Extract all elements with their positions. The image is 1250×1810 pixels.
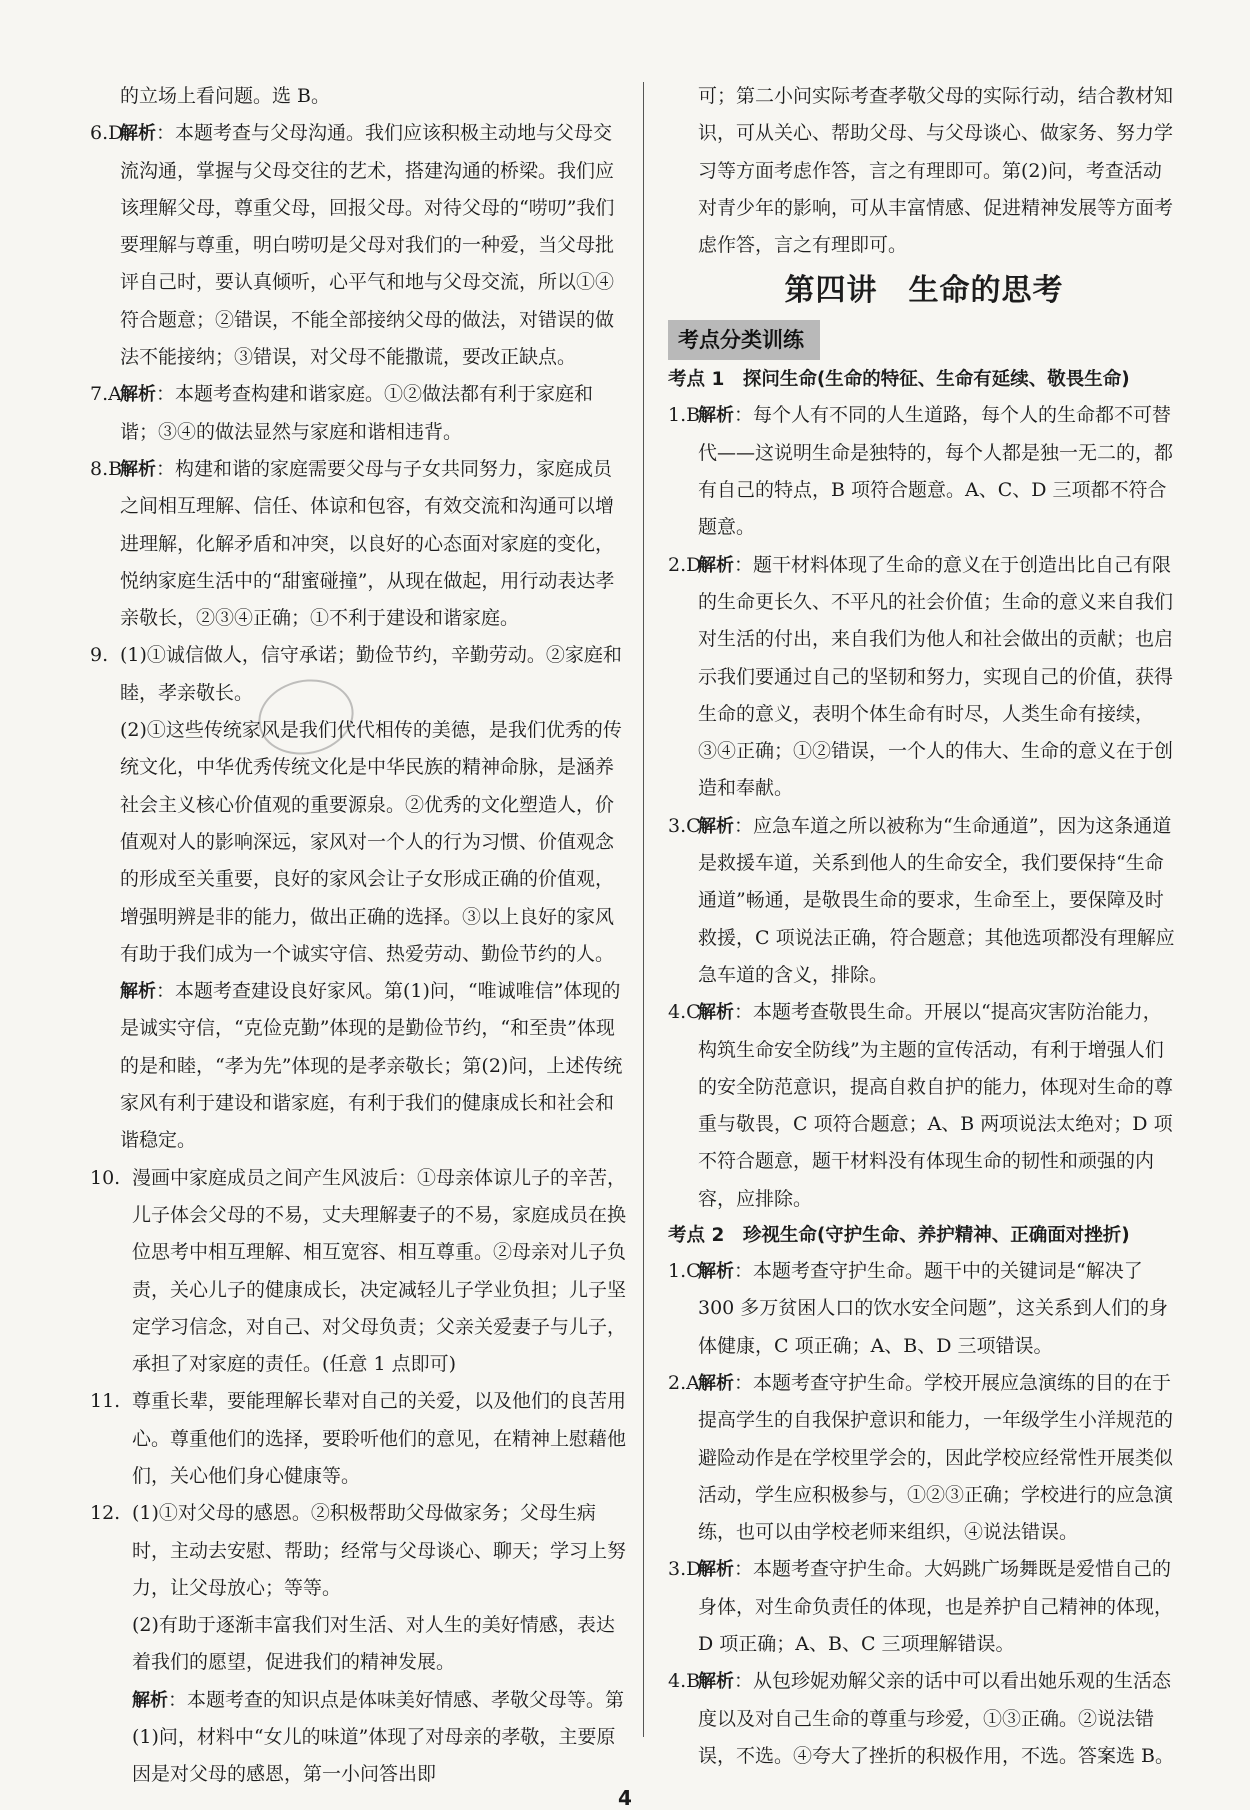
topic1-answer-2: 2.D解析：题干材料体现了生命的意义在于创造出比自己有限的生命更长久、不平凡的社会价值；生命的意义来自我们对生活的付出，来自我们为他人和社会做出的贡献；也启示我们要通过自己的坚韧和努力，实现自己的价值，获得生命的意义，表明个体生命有时尽，人类生命有接续，③④正确；①②错误，一个人的伟大、生命的意义在于创造和奉献。 <box>668 553 1174 800</box>
topic-1-heading: 考点 1 探问生命(生命的特征、生命有延续、敬畏生命) <box>668 369 1130 391</box>
column-divider <box>643 82 644 1737</box>
section-banner: 考点分类训练 <box>668 320 820 360</box>
topic-2-heading: 考点 2 珍视生命(守护生命、养护精神、正确面对挫折) <box>668 1225 1130 1247</box>
answer-6: 6.D解析：本题考查与父母沟通。我们应该积极主动地与父母交流沟通，掌握与父母交往的艺术，搭建沟通的桥梁。我们应该理解父母，尊重父母，回报父母。对待父母的“唠叨”我们要理解与尊重，明白唠叨是父母对我们的一种爱，当父母批评自己时，要认真倾听，心平气和地与父母交流，所以①④符合题意；②错误，不能全部接纳父母的做法，对错误的做法不能接纳；③错误，对父母不能撒谎，要改正缺点。 <box>90 122 615 369</box>
topic2-answer-2: 2.A解析：本题考查守护生命。学校开展应急演练的目的在于提高学生的自我保护意识和能力，一年级学生小洋规范的避险动作是在学校里学会的，因此学校应经常性开展类似活动，学生应积极参与，①②③正确；学校进行的应急演练，也可以由学校老师来组织，④说法错误。 <box>668 1371 1174 1544</box>
page-number: 4 <box>618 1786 632 1810</box>
answer-9-part1: 9. (1)①诚信做人，信守承诺；勤俭节约，辛勤劳动。②家庭和睦，孝亲敬长。 <box>90 644 622 704</box>
intro-line: 的立场上看问题。选 B。 <box>120 85 331 107</box>
right-column <box>668 78 1180 1775</box>
lecture-title: 第四讲 生命的思考 <box>784 273 1064 309</box>
topic2-answer-4: 4.B解析：从包珍妮劝解父亲的话中可以看出她乐观的生活态度以及对自己生命的尊重与珍爱，①③正确。②说法错误，不选。④夸大了挫折的积极作用，不选。答案选 B。 <box>668 1670 1175 1767</box>
answer-8: 8.B解析：构建和谐的家庭需要父母与子女共同努力，家庭成员之间相互理解、信任、体谅和包容，有效交流和沟通可以增进理解，化解矛盾和冲突，以良好的心态面对家庭的变化，悦纳家庭生活中的“甜蜜碰撞”，从现在做起，用行动表达孝亲敬长，②③④正确；①不利于建设和谐家庭。 <box>90 457 615 630</box>
topic1-answer-1: 1.B解析：每个人有不同的人生道路，每个人的生命都不可替代——这说明生命是独特的，每个人都是独一无二的，都有自己的特点，B 项符合题意。A、C、D 三项都不符合题意。 <box>668 404 1174 539</box>
continued-analysis: 可；第二小问实际考查孝敬父母的实际行动，结合教材知识，可从关心、帮助父母、与父母谈心、做家务、努力学习等方面考虑作答，言之有理即可。第(2)问，考查活动对青少年的影响，可从丰富情感、促进精神发展等方面考虑作答，言之有理即可。 <box>698 85 1174 257</box>
topic2-answer-3: 3.D解析：本题考查守护生命。大妈跳广场舞既是爱惜自己的身体，对生命负责任的体现，也是养护自己精神的体现，D 项正确；A、B、C 三项理解错误。 <box>668 1558 1174 1655</box>
answer-12-analysis: 解析：本题考查的知识点是体味美好情感、孝敬父母等。第(1)问，材料中“女儿的味道”体现了对母亲的孝敬，主要原因是对父母的感恩，第一小问答出即 <box>132 1688 625 1786</box>
topic1-answer-3: 3.C解析：应急车道之所以被称为“生命通道”，因为这条通道是救援车道，关系到他人的生命安全，我们要保持“生命通道”畅通，是敬畏生命的要求，生命至上，要保障及时救援，C 项说法正确，符合题意；其他选项都没有理解应急车道的含义，排除。 <box>668 814 1175 986</box>
answer-9-part2: (2)①这些传统家风是我们代代相传的美德，是我们优秀的传统文化，中华优秀传统文化是中华民族的精神命脉，是涵养社会主义核心价值观的重要源泉。②优秀的文化塑造人，价值观对人的影响深远，家风对一个人的行为习惯、价值观念的形成至关重要，良好的家风会让子女形成正确的价值观，增强明辨是非的能力，做出正确的选择。③以上良好的家风有助于我们成为一个诚实守信、热爱劳动、勤俭节约的人。 <box>120 719 622 965</box>
topic1-answer-4: 4.C解析：本题考查敬畏生命。开展以“提高灾害防治能力，构筑生命安全防线”为主题的宣传活动，有利于增强人们的安全防范意识，提高自救自护的能力，体现对生命的尊重与敬畏，C 项符合题意；A、B 两项说法太绝对；D 项不符合题意，题干材料没有体现生命的韧性和顽强的内容，应排除。 <box>668 1001 1174 1210</box>
answer-7: 7.A解析：本题考查构建和谐家庭。①②做法都有利于家庭和谐；③④的做法显然与家庭和谐相违背。 <box>90 383 594 443</box>
answer-10: 10. 漫画中家庭成员之间产生风波后：①母亲体谅儿子的辛苦，儿子体会父母的不易，丈夫理解妻子的不易，家庭成员在换位思考中相互理解、相互宽容、相互尊重。②母亲对儿子负责，关心儿子的健康成长，决定减轻儿子学业负担；儿子坚定学习信念，对自己、对父母负责；父亲关爱妻子与儿子，承担了对家庭的责任。(任意 1 点即可) <box>90 1166 627 1376</box>
left-column <box>90 78 630 1794</box>
answer-9-analysis: 解析：本题考查建设良好家风。第(1)问，“唯诚唯信”体现的是诚实守信，“克俭克勤”体现的是勤俭节约，“和至贵”体现的是和睦，“孝为先”体现的是孝亲敬长；第(2)问，上述传统家风有利于建设和谐家庭，有利于我们的健康成长和社会和谐稳定。 <box>120 980 623 1152</box>
answer-12-part2: (2)有助于逐渐丰富我们对生活、对人生的美好情感，表达着我们的愿望，促进我们的精神发展。 <box>132 1614 615 1674</box>
answer-12-part1: 12. (1)①对父母的感恩。②积极帮助父母做家务；父母生病时，主动去安慰、帮助；经常与父母谈心、聊天；学习上努力，让父母放心；等等。 <box>90 1502 627 1599</box>
topic2-answer-1: 1.C解析：本题考查守护生命。题干中的关键词是“解决了 300 多万贫困人口的饮水安全问题”，这关系到人们的身体健康，C 项正确；A、B、D 三项错误。 <box>668 1260 1169 1357</box>
answer-11: 11. 尊重长辈，要能理解长辈对自己的关爱，以及他们的良苦用心。尊重他们的选择，要聆听他们的意见，在精神上慰藉他们，关心他们身心健康等。 <box>90 1390 627 1487</box>
